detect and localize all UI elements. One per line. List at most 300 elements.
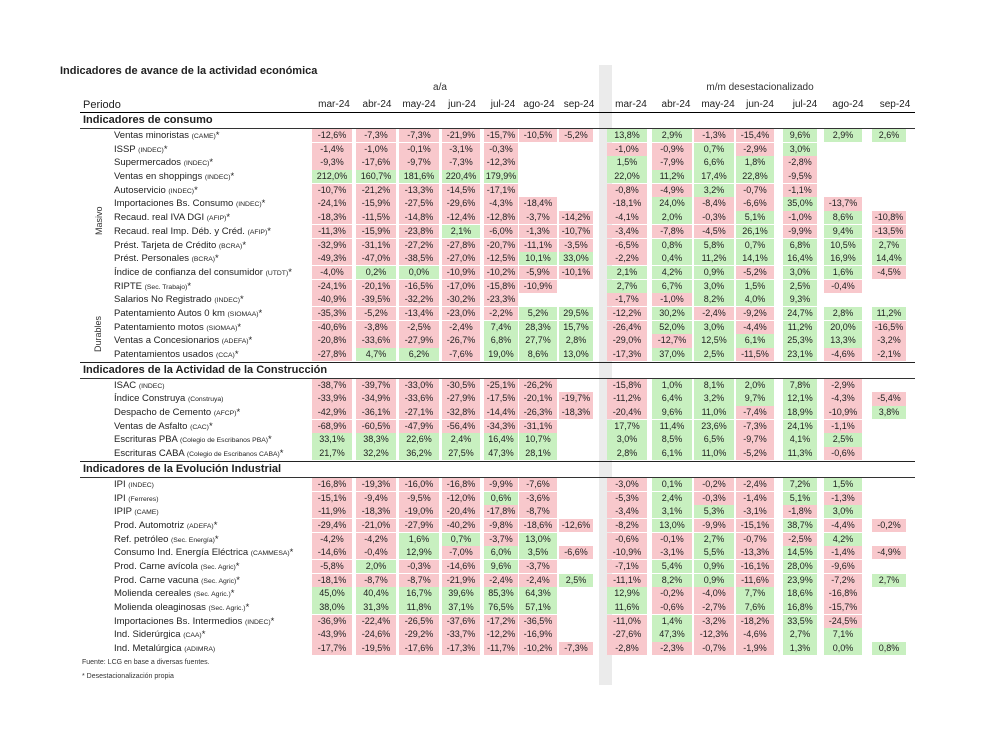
value-cell-mom: -0,3%: [694, 492, 734, 505]
value-cell-mom: 13,3%: [824, 334, 862, 347]
value-cell-yoy: 7,4%: [484, 321, 518, 334]
value-cell-mom: 23,6%: [694, 420, 734, 433]
value-cell-yoy: 29,5%: [559, 307, 593, 320]
value-cell-mom: -2,1%: [872, 348, 906, 361]
indicator-label: [114, 574, 240, 589]
indicator-name: Importaciones Bs. Consumo: [114, 198, 234, 210]
indicator-source: (INDEC): [128, 481, 154, 489]
deseason-mark: *: [245, 602, 250, 613]
value-cell-yoy: -27,2%: [399, 239, 439, 252]
month-header-mom: sep-24: [879, 99, 911, 110]
value-cell-yoy: -5,2%: [559, 129, 593, 142]
table-row: [80, 307, 915, 321]
table-row: [80, 143, 915, 157]
value-cell-mom: 17,4%: [694, 170, 734, 183]
value-cell-mom: 8,2%: [652, 574, 692, 587]
value-cell-mom: 37,0%: [652, 348, 692, 361]
value-cell-yoy: -38,7%: [312, 379, 352, 392]
indicator-source: (Sec. Trabajo): [144, 283, 188, 291]
value-cell-yoy: 85,3%: [484, 587, 518, 600]
indicator-source: (Sec. Agric.): [193, 591, 231, 599]
indicator-label: [114, 560, 239, 575]
value-cell-yoy: -42,9%: [312, 406, 352, 419]
month-header-yoy: sep-24: [563, 99, 595, 110]
value-cell-mom: -26,4%: [607, 321, 647, 334]
value-cell-mom: 3,1%: [652, 505, 692, 518]
indicator-label: [114, 211, 230, 226]
indicator-name: Molienda cereales: [114, 588, 192, 600]
value-cell-mom: -1,0%: [607, 143, 647, 156]
table-row: [80, 478, 915, 492]
value-cell-yoy: 47,3%: [484, 447, 518, 460]
value-cell-yoy: -10,9%: [442, 266, 480, 279]
value-cell-mom: 3,2%: [694, 392, 734, 405]
value-cell-yoy: -21,0%: [356, 519, 396, 532]
value-cell-mom: 0,8%: [652, 239, 692, 252]
value-cell-yoy: -0,4%: [356, 546, 396, 559]
indicator-source: (INDEC): [183, 160, 210, 168]
value-cell-mom: 18,6%: [783, 587, 817, 600]
value-cell-yoy: [559, 587, 593, 600]
value-cell-mom: -20,4%: [607, 406, 647, 419]
value-cell-mom: 5,5%: [694, 546, 734, 559]
value-cell-yoy: -40,2%: [442, 519, 480, 532]
deseason-mark: *: [261, 198, 266, 210]
value-cell-mom: 11,2%: [694, 252, 734, 265]
value-cell-yoy: -49,3%: [312, 252, 352, 265]
value-cell-yoy: [519, 143, 557, 156]
value-cell-yoy: -5,8%: [312, 560, 352, 573]
value-cell-mom: 9,7%: [736, 392, 774, 405]
value-cell-mom: -9,6%: [824, 560, 862, 573]
indicator-source: (CAME): [134, 509, 159, 517]
value-cell-yoy: -36,5%: [519, 615, 557, 628]
footnote-note: * Desestacionalización propia: [82, 673, 174, 680]
value-cell-yoy: -1,0%: [356, 143, 396, 156]
value-cell-mom: 14,4%: [872, 252, 906, 265]
indicator-name: Autoservicio: [114, 184, 166, 196]
deseason-mark: *: [237, 321, 242, 333]
value-cell-yoy: -33,0%: [399, 379, 439, 392]
value-cell-mom: 8,5%: [652, 433, 692, 446]
indicator-label: [114, 266, 292, 281]
indicator-name: Escrituras PBA: [114, 434, 178, 446]
deseason-mark: *: [268, 434, 272, 446]
value-cell-mom: -3,2%: [872, 334, 906, 347]
value-cell-yoy: -9,3%: [312, 156, 352, 169]
value-cell-mom: -29,0%: [607, 334, 647, 347]
indicator-label: [114, 307, 262, 322]
value-cell-yoy: -17,5%: [484, 392, 518, 405]
value-cell-mom: 16,4%: [783, 252, 817, 265]
value-cell-mom: -12,7%: [652, 334, 692, 347]
value-cell-mom: -2,4%: [736, 478, 774, 491]
value-cell-yoy: 21,7%: [312, 447, 352, 460]
value-cell-yoy: -32,8%: [442, 406, 480, 419]
value-cell-yoy: -6,6%: [559, 546, 593, 559]
indicator-name: IPI: [114, 478, 126, 490]
value-cell-yoy: 181,6%: [399, 170, 439, 183]
header-row: [80, 98, 915, 113]
value-cell-mom: 1,8%: [736, 156, 774, 169]
value-cell-yoy: -11,3%: [312, 225, 352, 238]
value-cell-yoy: -8,7%: [519, 505, 557, 518]
value-cell-yoy: -30,2%: [442, 293, 480, 306]
value-cell-mom: 5,3%: [694, 505, 734, 518]
value-cell-mom: 14,5%: [783, 546, 817, 559]
indicator-name: Ref. petróleo: [114, 533, 169, 545]
value-cell-mom: -11,0%: [607, 615, 647, 628]
deseason-mark: *: [209, 157, 214, 169]
value-cell-yoy: -17,6%: [356, 156, 396, 169]
indicator-name: Prést. Personales: [114, 253, 189, 265]
value-cell-mom: 2,7%: [607, 280, 647, 293]
value-cell-yoy: -15,9%: [356, 225, 396, 238]
value-cell-yoy: 4,7%: [356, 348, 396, 361]
footnote-source: Fuente: LCG en base a diversas fuentes.: [82, 659, 210, 666]
value-cell-mom: 6,1%: [736, 334, 774, 347]
value-cell-yoy: -0,3%: [399, 560, 439, 573]
value-cell-yoy: [559, 478, 593, 491]
indicator-name: Ventas en shoppings: [114, 171, 203, 183]
indicator-name: Patentamiento motos: [114, 321, 204, 333]
value-cell-mom: -1,4%: [736, 492, 774, 505]
table-row: [80, 546, 915, 560]
value-cell-yoy: -24,1%: [312, 280, 352, 293]
indicator-name: Recaud. real IVA DGI: [114, 212, 205, 224]
value-cell-mom: 3,0%: [694, 321, 734, 334]
value-cell-mom: 0,8%: [872, 642, 906, 655]
value-cell-mom: 20,0%: [824, 321, 862, 334]
value-cell-mom: -3,2%: [694, 615, 734, 628]
value-cell-yoy: 13,0%: [559, 348, 593, 361]
value-cell-mom: 9,6%: [652, 406, 692, 419]
indicator-name: Supermercados: [114, 157, 182, 169]
value-cell-yoy: -9,9%: [484, 478, 518, 491]
value-cell-mom: 24,0%: [652, 197, 692, 210]
value-cell-mom: [872, 478, 906, 491]
value-cell-mom: -8,2%: [607, 519, 647, 532]
value-cell-mom: -0,9%: [652, 143, 692, 156]
value-cell-yoy: 8,6%: [519, 348, 557, 361]
indicator-source: (BCRA): [218, 242, 243, 250]
value-cell-yoy: -47,0%: [356, 252, 396, 265]
value-cell-yoy: [559, 447, 593, 460]
table-row: [80, 266, 915, 280]
indicator-source: (CAMMESA): [250, 550, 290, 558]
value-cell-yoy: -10,1%: [559, 266, 593, 279]
value-cell-yoy: 38,0%: [312, 601, 352, 614]
value-cell-mom: [824, 156, 862, 169]
value-cell-mom: -0,7%: [736, 533, 774, 546]
table-row: [80, 560, 915, 574]
table-row: [80, 392, 915, 406]
indicator-name: IPIP: [114, 506, 132, 518]
deseason-mark: *: [235, 560, 240, 572]
value-cell-yoy: -16,5%: [399, 280, 439, 293]
indicator-label: [114, 628, 205, 643]
deseason-mark: *: [270, 615, 275, 627]
indicator-name: Patentamiento Autos 0 km: [114, 307, 225, 319]
value-cell-yoy: -12,8%: [484, 211, 518, 224]
value-cell-mom: [872, 615, 906, 628]
value-cell-mom: 2,5%: [694, 348, 734, 361]
value-cell-mom: 5,1%: [736, 211, 774, 224]
indicator-source: (Colegio de Escribanos PBA): [180, 437, 269, 445]
deseason-mark: *: [230, 171, 235, 183]
value-cell-mom: -7,4%: [736, 406, 774, 419]
value-cell-yoy: -40,9%: [312, 293, 352, 306]
indicator-label: [114, 379, 165, 394]
value-cell-yoy: -23,3%: [484, 293, 518, 306]
value-cell-mom: -17,3%: [607, 348, 647, 361]
value-cell-yoy: -14,6%: [442, 560, 480, 573]
value-cell-yoy: -7,6%: [519, 478, 557, 491]
value-cell-mom: -0,2%: [872, 519, 906, 532]
value-cell-yoy: 3,5%: [519, 546, 557, 559]
value-cell-mom: -13,7%: [824, 197, 862, 210]
value-cell-mom: 7,6%: [736, 601, 774, 614]
value-cell-mom: -1,1%: [824, 420, 862, 433]
value-cell-yoy: 33,0%: [559, 252, 593, 265]
deseason-mark: *: [288, 266, 292, 278]
indicator-source: (INDEC): [204, 174, 231, 182]
value-cell-mom: 11,2%: [652, 170, 692, 183]
value-cell-mom: -7,8%: [652, 225, 692, 238]
value-cell-yoy: [559, 197, 593, 210]
value-cell-yoy: -3,7%: [519, 560, 557, 573]
value-cell-yoy: -32,9%: [312, 239, 352, 252]
table-row: [80, 225, 915, 239]
value-cell-mom: -18,2%: [736, 615, 774, 628]
value-cell-yoy: -23,0%: [442, 307, 480, 320]
indicator-name: Recaud. real Imp. Déb. y Créd.: [114, 225, 245, 237]
value-cell-mom: 10,5%: [824, 239, 862, 252]
table-row: [80, 433, 915, 447]
value-cell-mom: 38,7%: [783, 519, 817, 532]
value-cell-yoy: -12,4%: [442, 211, 480, 224]
value-cell-mom: -6,5%: [607, 239, 647, 252]
value-cell-mom: 30,2%: [652, 307, 692, 320]
value-cell-yoy: -13,3%: [399, 184, 439, 197]
value-cell-yoy: 2,8%: [559, 334, 593, 347]
value-cell-yoy: -11,9%: [312, 505, 352, 518]
indicator-label: [114, 546, 293, 561]
value-cell-yoy: -12,2%: [484, 628, 518, 641]
side-label-durables: Durables: [93, 315, 103, 352]
value-cell-mom: -27,6%: [607, 628, 647, 641]
value-cell-mom: -1,4%: [824, 546, 862, 559]
value-cell-mom: 12,1%: [783, 392, 817, 405]
deseason-mark: *: [194, 184, 198, 196]
value-cell-yoy: -7,3%: [399, 129, 439, 142]
value-cell-yoy: [519, 170, 557, 183]
value-cell-mom: -24,5%: [824, 615, 862, 628]
value-cell-yoy: -15,7%: [484, 129, 518, 142]
value-cell-mom: 8,2%: [694, 293, 734, 306]
indicator-name: Índice de confianza del consumidor: [114, 266, 263, 278]
value-cell-mom: -4,4%: [736, 321, 774, 334]
value-cell-mom: 3,0%: [783, 266, 817, 279]
value-cell-mom: -4,5%: [872, 266, 906, 279]
value-cell-mom: 3,0%: [607, 433, 647, 446]
deseason-mark: *: [258, 307, 263, 319]
value-cell-yoy: -23,8%: [399, 225, 439, 238]
value-cell-mom: -4,5%: [694, 225, 734, 238]
value-cell-yoy: 179,9%: [484, 170, 518, 183]
value-cell-mom: [872, 170, 906, 183]
indicator-label: [114, 615, 274, 630]
value-cell-mom: -4,6%: [824, 348, 862, 361]
value-cell-yoy: -27,8%: [312, 348, 352, 361]
value-cell-yoy: -10,2%: [484, 266, 518, 279]
section-title: Indicadores de consumo: [80, 113, 915, 129]
value-cell-mom: [872, 420, 906, 433]
value-cell-mom: 6,4%: [652, 392, 692, 405]
deseason-mark: *: [226, 212, 231, 224]
value-cell-mom: -2,3%: [652, 642, 692, 655]
value-cell-yoy: -17,3%: [442, 642, 480, 655]
indicator-source: (INDEC): [235, 201, 262, 209]
table-row: [80, 252, 915, 266]
value-cell-yoy: 2,1%: [442, 225, 480, 238]
deseason-mark: *: [289, 547, 294, 559]
value-cell-yoy: -31,1%: [356, 239, 396, 252]
value-cell-yoy: -17,8%: [484, 505, 518, 518]
value-cell-mom: [824, 170, 862, 183]
value-cell-mom: 22,8%: [736, 170, 774, 183]
value-cell-mom: 2,5%: [824, 433, 862, 446]
table-row: [80, 587, 915, 601]
indicator-label: [114, 587, 234, 602]
value-cell-yoy: -9,7%: [399, 156, 439, 169]
value-cell-yoy: 0,7%: [442, 533, 480, 546]
indicator-source: (SIOMAA): [227, 310, 259, 318]
indicator-name: ISAC: [114, 379, 137, 391]
value-cell-yoy: 10,1%: [519, 252, 557, 265]
indicator-label: [114, 143, 168, 158]
value-cell-mom: -16,8%: [824, 587, 862, 600]
value-cell-yoy: -3,7%: [519, 211, 557, 224]
value-cell-yoy: -21,9%: [442, 129, 480, 142]
value-cell-mom: 25,3%: [783, 334, 817, 347]
value-cell-mom: -15,7%: [824, 601, 862, 614]
value-cell-yoy: [559, 293, 593, 306]
value-cell-mom: 1,5%: [607, 156, 647, 169]
table-row: [80, 280, 915, 294]
group-header-mom: m/m desestacionalizado: [706, 82, 814, 93]
value-cell-mom: -4,6%: [736, 628, 774, 641]
value-cell-mom: 0,0%: [824, 642, 862, 655]
deseason-mark: *: [201, 629, 206, 641]
value-cell-yoy: 36,2%: [399, 447, 439, 460]
value-cell-yoy: [559, 420, 593, 433]
indicator-label: [114, 601, 249, 616]
value-cell-mom: 23,1%: [783, 348, 817, 361]
value-cell-yoy: -13,4%: [399, 307, 439, 320]
indicator-name: Índice Construya: [114, 393, 186, 405]
value-cell-mom: -6,6%: [736, 197, 774, 210]
value-cell-mom: -1,3%: [694, 129, 734, 142]
value-cell-mom: -2,9%: [824, 379, 862, 392]
value-cell-yoy: 15,7%: [559, 321, 593, 334]
table-row: [80, 129, 915, 143]
value-cell-yoy: 0,6%: [484, 492, 518, 505]
value-cell-yoy: [559, 379, 593, 392]
value-cell-yoy: -17,6%: [399, 642, 439, 655]
value-cell-mom: -0,3%: [694, 211, 734, 224]
value-cell-yoy: 32,2%: [356, 447, 396, 460]
value-cell-yoy: -7,3%: [442, 156, 480, 169]
value-cell-yoy: 19,0%: [484, 348, 518, 361]
indicator-label: [114, 170, 234, 185]
value-cell-mom: -15,8%: [607, 379, 647, 392]
deseason-mark: *: [267, 225, 271, 237]
indicator-label: [114, 156, 213, 171]
value-cell-yoy: 31,3%: [356, 601, 396, 614]
value-cell-mom: 22,0%: [607, 170, 647, 183]
value-cell-yoy: -3,5%: [559, 239, 593, 252]
value-cell-mom: 3,0%: [824, 505, 862, 518]
value-cell-mom: 7,2%: [783, 478, 817, 491]
value-cell-yoy: 12,9%: [399, 546, 439, 559]
value-cell-mom: -1,7%: [607, 293, 647, 306]
value-cell-mom: -9,7%: [736, 433, 774, 446]
value-cell-mom: 24,1%: [783, 420, 817, 433]
indicator-name: Importaciones Bs. Intermedios: [114, 615, 243, 627]
table-row: [80, 170, 915, 184]
section-title: Indicadores de la Actividad de la Construcción: [80, 362, 915, 379]
value-cell-yoy: -39,7%: [356, 379, 396, 392]
indicator-source: (CAA): [183, 632, 202, 640]
value-cell-yoy: 2,0%: [356, 560, 396, 573]
value-cell-mom: -5,2%: [736, 266, 774, 279]
table-row: [80, 156, 915, 170]
deseason-mark: *: [279, 448, 284, 460]
deseason-mark: *: [240, 294, 244, 306]
value-cell-mom: 35,0%: [783, 197, 817, 210]
value-cell-mom: 11,2%: [783, 321, 817, 334]
value-cell-yoy: -15,8%: [484, 280, 518, 293]
indicator-label: [114, 184, 198, 199]
deseason-mark: *: [213, 519, 218, 531]
value-cell-mom: 2,7%: [872, 239, 906, 252]
month-header-mom: jun-24: [746, 99, 774, 110]
value-cell-yoy: -10,5%: [519, 129, 557, 142]
value-cell-yoy: -26,3%: [519, 406, 557, 419]
value-cell-yoy: -16,0%: [399, 478, 439, 491]
indicator-source: (AFIP): [247, 228, 268, 236]
group-header-yoy: a/a: [433, 82, 447, 93]
value-cell-mom: 8,1%: [694, 379, 734, 392]
value-cell-mom: 9,6%: [783, 129, 817, 142]
value-cell-mom: -12,2%: [607, 307, 647, 320]
value-cell-yoy: [559, 505, 593, 518]
value-cell-mom: [872, 433, 906, 446]
value-cell-mom: -2,9%: [736, 143, 774, 156]
value-cell-yoy: 45,0%: [312, 587, 352, 600]
value-cell-mom: 2,4%: [652, 492, 692, 505]
value-cell-yoy: -11,7%: [484, 642, 518, 655]
value-cell-yoy: -5,9%: [519, 266, 557, 279]
deseason-mark: *: [234, 349, 239, 360]
month-header-yoy: may-24: [402, 99, 436, 110]
value-cell-yoy: -38,5%: [399, 252, 439, 265]
value-cell-yoy: -26,2%: [519, 379, 557, 392]
value-cell-yoy: -1,3%: [519, 225, 557, 238]
value-cell-mom: -1,0%: [783, 211, 817, 224]
value-cell-yoy: [559, 143, 593, 156]
